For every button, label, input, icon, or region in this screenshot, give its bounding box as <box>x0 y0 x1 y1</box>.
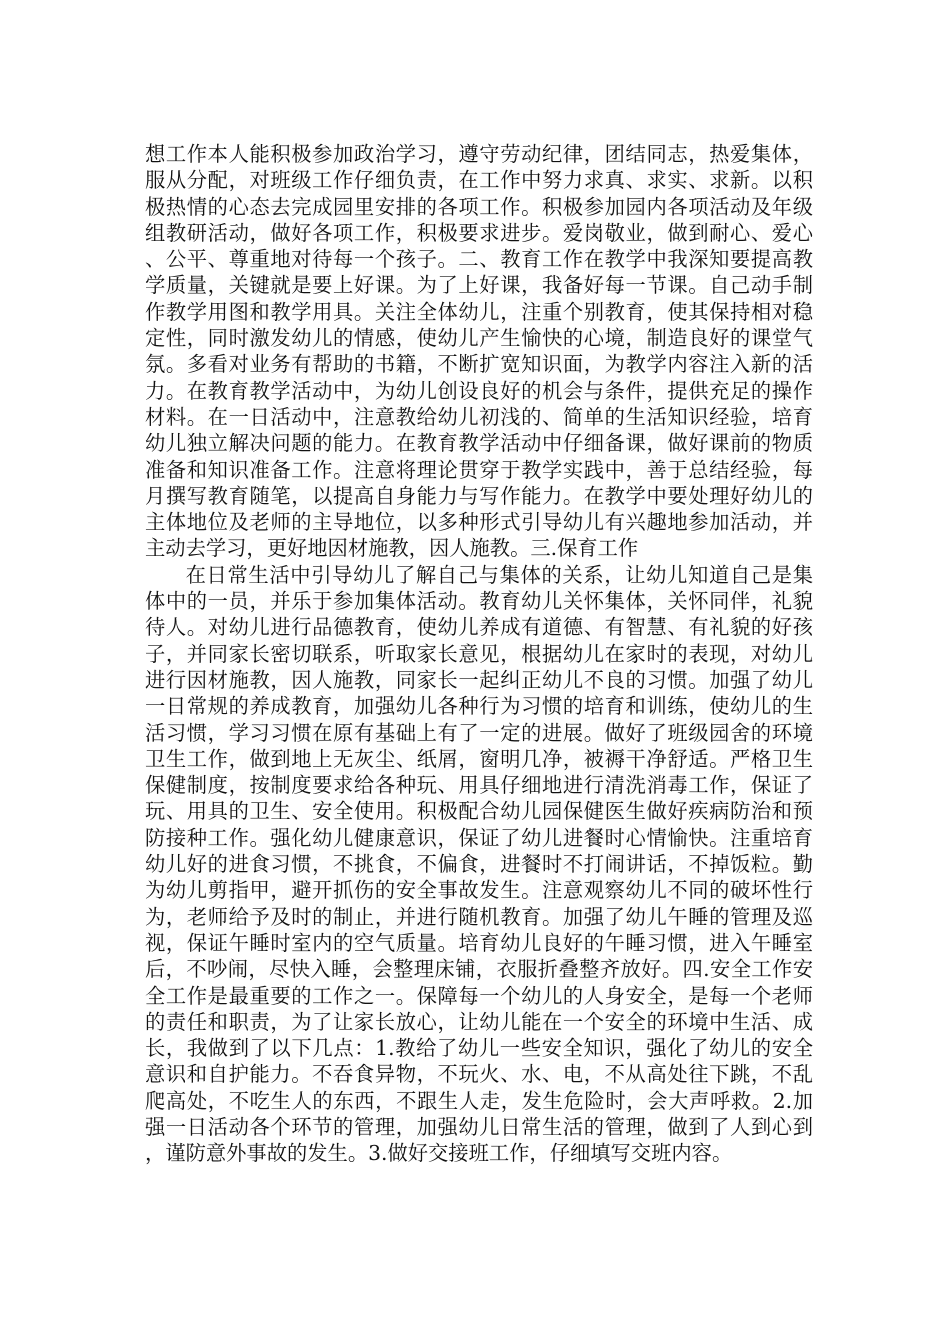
paragraph-1: 想工作本人能积极参加政治学习，遵守劳动纪律，团结同志，热爱集体，服从分配，对班级工作仔细负责，在工作中努力求真、求实、求新。以积极热情的心态去完成园里安排的各项工作。积极参加园内各项活动及年级组教研活动，做好各项工作，积极要求进步。爱岗敬业，做到耐心、爱心、公平、尊重地对待每一个孩子。二、教育工作在教学中我深知要提高教学质量，关键就是要上好课。为了上好课，我备好每一节课。自己动手制作教学用图和教学用具。关注全体幼儿，注重个别教育，使其保持相对稳定性，同时激发幼儿的情感，使幼儿产生愉快的心境，制造良好的课堂气氛。多看对业务有帮助的书籍，不断扩宽知识面，为教学内容注入新的活力。在教育教学活动中，为幼儿创设良好的机会与条件，提供充足的操作材料。在一日活动中，注意教给幼儿初浅的、简单的生活知识经验，培育幼儿独立解决问题的能力。在教育教学活动中仔细备课，做好课前的物质准备和知识准备工作。注意将理论贯穿于教学实践中，善于总结经验，每月撰写教育随笔，以提高自身能力与写作能力。在教学中要处理好幼儿的主体地位及老师的主导地位，以多种形式引导幼儿有兴趣地参加活动，并主动去学习，更好地因材施教，因人施教。三.保育工作 <box>145 142 813 561</box>
document-body <box>145 141 813 1167</box>
paragraph-2: 在日常生活中引导幼儿了解自己与集体的关系，让幼儿知道自己是集体中的一员，并乐于参加集体活动。教育幼儿关怀集体，关怀同伴，礼貌待人。对幼儿进行品德教育，使幼儿养成有道德、有智慧、有礼貌的好孩子，并同家长密切联系，听取家长意见，根据幼儿在家时的表现，对幼儿进行因材施教，因人施教，同家长一起纠正幼儿不良的习惯。加强了幼儿一日常规的养成教育，加强幼儿各种行为习惯的培育和训练，使幼儿的生活习惯，学习习惯在原有基础上有了一定的进展。做好了班级园舍的环境卫生工作，做到地上无灰尘、纸屑，窗明几净，被褥干净舒适。严格卫生保健制度，按制度要求给各种玩、用具仔细地进行清洗消毒工作，保证了玩、用具的卫生、安全使用。积极配合幼儿园保健医生做好疾病防治和预防接种工作。强化幼儿健康意识，保证了幼儿进餐时心情愉快。注重培育幼儿好的进食习惯，不挑食，不偏食，进餐时不打闹讲话，不掉饭粒。勤为幼儿剪指甲，避开抓伤的安全事故发生。注意观察幼儿不同的破坏性行为，老师给予及时的制止，并进行随机教育。加强了幼儿午睡的管理及巡视，保证午睡时室内的空气质量。培育幼儿良好的午睡习惯，进入午睡室后，不吵闹，尽快入睡，会整理床铺，衣服折叠整齐放好。四.安全工作安全工作是最重要的工作之一。保障每一个幼儿的人身安全，是每一个老师的责任和职责，为了让家长放心，让幼儿能在一个安全的环境中生活、成长，我做到了以下几点：1.教给了幼儿一些安全知识，强化了幼儿的安全意识和自护能力。不吞食异物，不玩火、水、电，不从高处往下跳，不乱爬高处，不吃生人的东西，不跟生人走，发生危险时，会大声呼救。2.加强一日活动各个环节的管理，加强幼儿日常生活的管理，做到了人到心到，谨防意外事故的发生。3.做好交接班工作，仔细填写交班内容。 <box>145 562 813 1166</box>
